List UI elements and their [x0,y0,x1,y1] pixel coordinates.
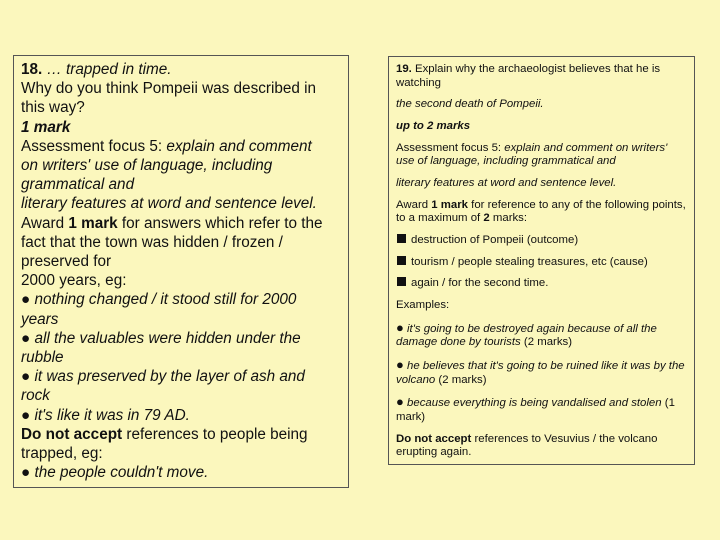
q18-reject-example: ● the people couldn't move. [21,464,209,482]
q19-example: ● it's going to be destroyed again because of all the damage done by tourists (2 marks) [396,319,657,349]
q18-reject: Do not accept references to people being [21,425,308,443]
q19-point: destruction of Pompeii (outcome) [396,234,687,248]
q18-example-line: ● all the valuables were hidden under the [21,329,301,347]
q18-example-line: years [21,310,59,328]
square-bullet-icon [397,277,406,286]
q19-point: again / for the second time. [396,277,687,291]
q19-marks: up to 2 marks [396,119,471,132]
q18-assessment-line: grammatical and [21,176,135,194]
q19-reject: Do not accept references to Vesuvius / the volcano erupting again. [396,432,658,459]
q19-heading: 19. Explain why the archaeologist believes that he is watching [396,63,661,89]
q19-quote: the second death of Pompeii. [396,98,544,111]
q19-point: tourism / people stealing treasures, etc (cause) [396,256,687,270]
round-bullet-icon: ● [396,394,404,410]
q19-assessment: Assessment focus 5: explain and comment on writers' use of language, including grammatical and [396,141,668,168]
q18-assessment: Assessment focus 5: explain and comment [21,137,312,155]
q19-example: ● he believes that it's going to be ruined like it was by the volcano (2 marks) [396,356,685,386]
q18-question-line: this way? [21,99,85,117]
q18-example-line: rubble [21,349,64,367]
q19-examples-label: Examples: [396,298,450,311]
round-bullet-icon: ● [396,356,404,372]
q18-example-line: ● nothing changed / it stood still for 2000 [21,291,297,309]
q18-example-line: ● it's like it was in 79 AD. [21,406,190,424]
q18-marks: 1 mark [21,118,71,136]
square-bullet-icon [397,234,406,243]
q19-assessment-line: literary features at word and sentence level. [396,176,617,189]
question-18-panel [13,55,349,488]
q18-example-line: rock [21,387,50,405]
q18-heading: 18. … trapped in time. [21,61,172,78]
q19-award: Award 1 mark for reference to any of the following points, to a maximum of 2 marks: [396,198,686,225]
q18-assessment-line: on writers' use of language, including [21,157,273,175]
q18-assessment-line: literary features at word and sentence level. [21,195,317,213]
square-bullet-icon [397,256,406,265]
q18-award: Award 1 mark for answers which refer to the [21,214,323,232]
question-19-panel [388,56,695,465]
q18-example-line: ● it was preserved by the layer of ash and [21,368,305,386]
q18-reject-line: trapped, eg: [21,445,103,463]
q18-award-line: fact that the town was hidden / frozen / [21,233,283,251]
q18-award-line: preserved for [21,253,112,271]
q18-award-line: 2000 years, eg: [21,272,127,290]
q19-example: ● because everything is being vandalised and stolen (1 mark) [396,394,675,423]
round-bullet-icon: ● [396,319,404,335]
q18-question-line: Why do you think Pompeii was described in [21,80,317,98]
